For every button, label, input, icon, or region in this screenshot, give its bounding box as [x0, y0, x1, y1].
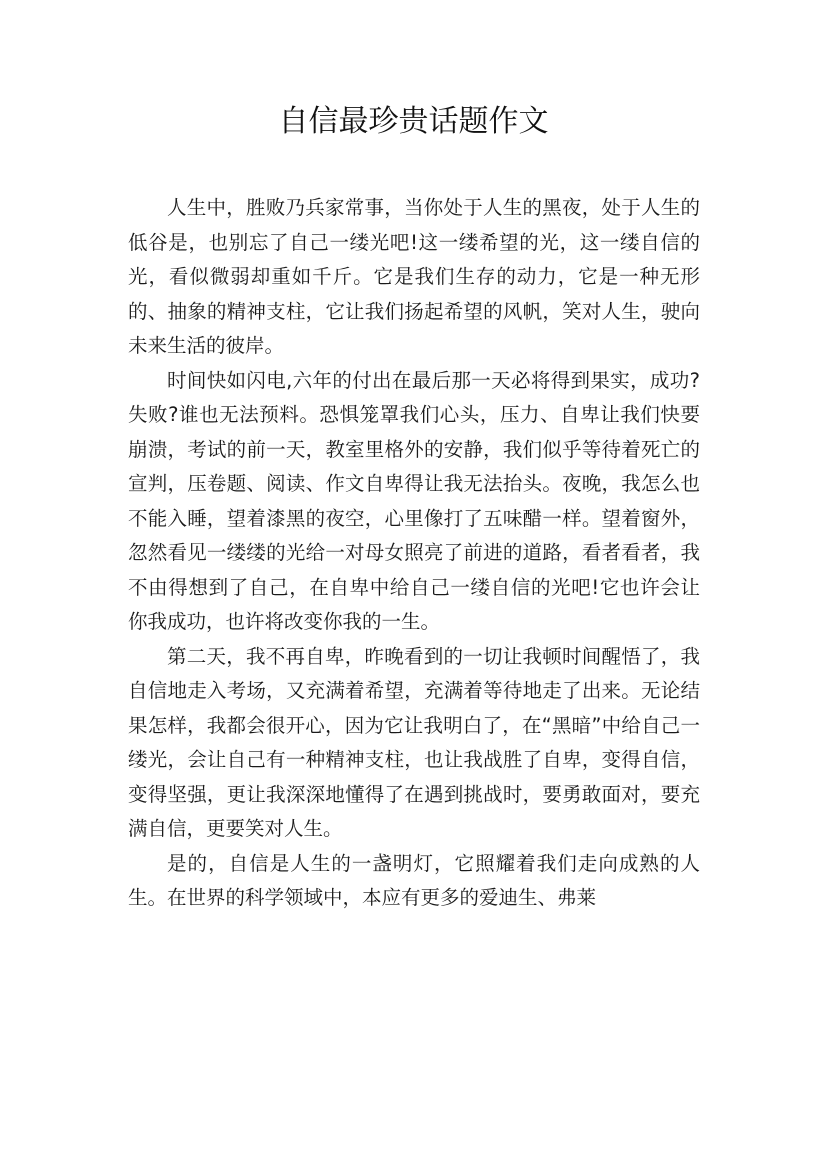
document-body — [128, 191, 700, 916]
paragraph: 第二天，我不再自卑，昨晚看到的一切让我顿时间醒悟了，我自信地走入考场，又充满着希望，充满着等待地走了出来。无论结果怎样，我都会很开心，因为它让我明白了，在“黑暗”中给自己一缕光，会让自己有一种精神支柱，也让我战胜了自卑，变得自信，变得坚强，更让我深深地懂得了在遇到挑战时，要勇敢面对，要充满自信，更要笑对人生。 — [128, 644, 700, 840]
paragraph: 是的，自信是人生的一盏明灯，它照耀着我们走向成熟的人生。在世界的科学领域中，本应有更多的爱迪生、弗莱 — [128, 851, 700, 909]
paragraph: 时间快如闪电,六年的付出在最后那一天必将得到果实，成功?失败?谁也无法预料。恐惧笼罩我们心头，压力、自卑让我们快要崩溃，考试的前一天，教室里格外的安静，我们似乎等待着死亡的宣判，压卷题、阅读、作文自卑得让我无法抬头。夜晚，我怎么也不能入睡，望着漆黑的夜空，心里像打了五味醋一样。望着窗外，忽然看见一缕缕的光给一对母女照亮了前进的道路，看者看者，我不由得想到了自己，在自卑中给自己一缕自信的光吧!它也许会让你我成功，也许将改变你我的一生。 — [128, 368, 700, 633]
paragraph: 人生中，胜败乃兵家常事，当你处于人生的黑夜，处于人生的低谷是，也别忘了自己一缕光吧!这一缕希望的光，这一缕自信的光，看似微弱却重如千斤。它是我们生存的动力，它是一种无形的、抽象的精神支柱，它让我们扬起希望的风帆，笑对人生，驶向未来生活的彼岸。 — [128, 196, 700, 357]
document-title: 自信最珍贵话题作文 — [278, 104, 549, 139]
